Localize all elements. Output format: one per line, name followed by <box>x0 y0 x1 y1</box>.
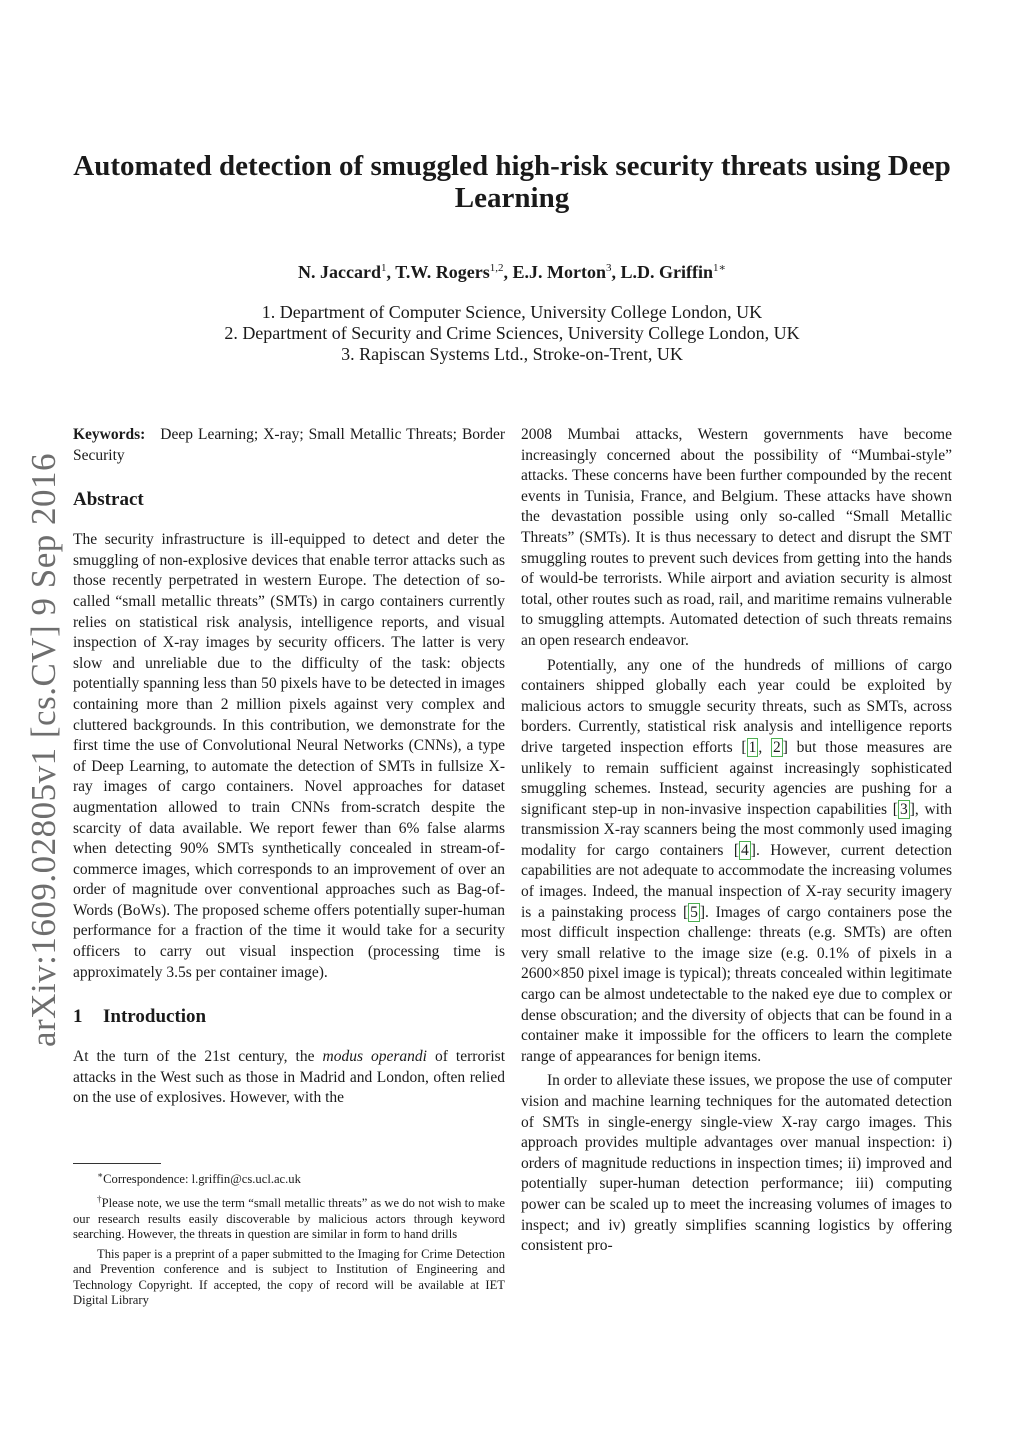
author-affiliation-mark: 1 <box>381 262 387 274</box>
text-run: ] but those measures are unlikely to remain sufficient against increasingly sophisticated smuggling schemes. Instead, security agencies are pushing for a significant step-up in non-invasive inspection capabilities [ <box>521 738 953 818</box>
footnote-text: Correspondence: l.griffin@cs.ucl.ac.uk <box>103 1172 301 1187</box>
citation-link[interactable]: 3 <box>899 800 908 818</box>
intro-paragraph-1 <box>73 1047 505 1109</box>
author-separator: , <box>611 262 621 282</box>
footnote-text: Please note, we use the term “small metallic threats” as we do not wish to make our research results easily discoverable by malicious actors through keyword searching. However, the threats in question are similar in form to hand drills <box>73 1196 506 1241</box>
text-run: ]. However, current detection capabilities are not adequate to accommodate the increasing volumes of images. Indeed, the manual inspection of X-ray security imagery is a painstaking process [ <box>521 841 952 921</box>
intro-paragraph-3: In order to alleviate these issues, we propose the use of computer vision and machine learning techniques for the automated detection of SMTs in single-energy single-view X-ray cargo images. This approach provides multiple advantages over manual inspection: i) orders of magnitude reductions in inspection times; ii) improved and potentially super-human detection performance; iii) computing power can be scaled up to meet the increasing volumes of images to inspect; and iv) greatly simplifies scanning logistics by offering consistent pro- <box>521 1072 952 1255</box>
keywords-text: Deep Learning; X-ray; Small Metallic Threats; Border Security <box>73 426 505 464</box>
citation-link[interactable]: 4 <box>741 841 749 859</box>
section-number: 1 <box>73 1006 83 1028</box>
author-affiliation-mark: 1∗ <box>712 262 726 274</box>
author-separator: , <box>503 262 513 282</box>
footnote-correspondence <box>73 1168 505 1187</box>
text-run: ]. Images of cargo containers pose the most difficult inspection challenge: threats (e.g. SMTs) are often very small relative to the image size (e.g. 0.1% of pixels in a 2600×850 pixel image is typical); threats concealed within legitimate cargo can be almost undetectable to the naked eye due to complex or dense obscuration; and the diversity of objects that can be found in a container make it impossible for the officers to learn the complete range of appearances for benign items. <box>521 903 952 1065</box>
citation-link[interactable]: 5 <box>690 903 698 921</box>
affiliation-line: 1. Department of Computer Science, University College London, UK <box>261 302 763 322</box>
text-run: At the turn of the 21st century, the <box>73 1048 323 1066</box>
affiliation-list <box>60 302 964 365</box>
author-affiliation-mark: 3 <box>605 262 612 274</box>
intro-paragraph-1-continued: 2008 Mumbai attacks, Western governments have become increasingly concerned about the possibility of “Mumbai-style” attacks. These concerns have been further compounded by the recent events in Tunisia, France, and Belgium. These attacks have shown the devastation possible using only so-called “Small Metallic Threats” (SMTs). It is thus necessary to detect and disrupt the SMT smuggling routes to prevent such devices from getting into the hands of would-be terrorists. While airport and aviation security is almost total, other routes such as road, rail, and maritime remains vulnerable to smuggling attempts. Automated detection of such threats remains an open research endeavor. <box>521 426 952 649</box>
author-name: T.W. Rogers <box>395 262 490 282</box>
section-title: Introduction <box>103 1006 207 1028</box>
paper-title: Automated detection of smuggled high-risk security threats using Deep Learning <box>73 150 951 214</box>
keywords-label: Keywords: <box>73 426 146 443</box>
text-run: Potentially, any one of the hundreds of millions of cargo containers shipped globally each year could be exploited by malicious actors to smuggle security threats, such as SMTs, across borders. Currently, statistical risk analysis and intelligence reports drive targeted inspection efforts [ <box>521 656 952 756</box>
right-column <box>521 425 952 1257</box>
left-column <box>73 425 505 1109</box>
footnote-preprint: This paper is a preprint of a paper submitted to the Imaging for Crime Detection and Prevention conference and is subject to Institution of Engineering and Technology Copyright. If accepted, the copy of record will be available at IET Digital Library <box>73 1247 505 1307</box>
abstract-heading: Abstract <box>73 489 144 511</box>
keywords <box>73 425 505 466</box>
affiliation-line: 3. Rapiscan Systems Ltd., Stroke-on-Trent, UK <box>341 344 683 364</box>
introduction-heading <box>73 1005 505 1029</box>
author-separator: , <box>386 262 396 282</box>
author-name: N. Jaccard <box>298 262 382 282</box>
footnote-terminology <box>73 1192 505 1242</box>
abstract-text: The security infrastructure is ill-equipped to detect and deter the smuggling of non-explosive devices that enable terror attacks such as those recently perpetrated in western Europe. The detection of so-called “small metallic threats” (SMTs) in cargo containers currently relies on statistical risk analysis, intelligence reports, and visual inspection of X-ray images by security officers. The latter is very slow and unreliable due to the difficulty of the task: objects potentially spanning less than 50 pixels have to be detected in images containing more than 2 million pixels against very complex and cluttered backgrounds. In this contribution, we demonstrate for the first time the use of Convolutional Neural Networks (CNNs), a type of Deep Learning, to automate the detection of SMTs in fullsize X-ray images of cargo containers. Novel approaches for dataset augmentation allowed to train CNNs from-scratch despite the scarcity of data available. We report fewer than 6% false alarms when detecting 90% SMTs synthetically concealed in stream-of-commerce images, which corresponds to an improvement of over an order of magnitude over conventional approaches such as Bag-of-Words (BoWs). The proposed scheme offers potentially super-human performance for a fraction of the time it would take for a security officers to carry out visual inspection (processing time is approximately 3.5s per container image). <box>73 531 505 981</box>
text-run: , <box>758 738 771 756</box>
intro-paragraph-2 <box>521 656 952 1068</box>
text-run: of terrorist attacks in the West such as those in Madrid and London, often relied on the use of explosives. However, with the <box>73 1048 505 1107</box>
footnote-rule <box>73 1163 161 1164</box>
author-name: E.J. Morton <box>512 262 606 282</box>
footnotes <box>73 1163 505 1308</box>
author-list <box>60 257 964 283</box>
footnote-mark: † <box>97 1194 102 1205</box>
text-run: ], with transmission X-ray scanners being the most commonly used imaging modality for cargo containers [ <box>521 800 952 859</box>
affiliation-line: 2. Department of Security and Crime Sciences, University College London, UK <box>224 323 800 343</box>
emphasis: modus operandi <box>322 1048 427 1066</box>
author-name: L.D. Griffin <box>620 262 713 282</box>
footnote-mark: ∗ <box>97 1170 104 1180</box>
arxiv-identifier-text: arXiv:1609.02805v1 [cs.CV] 9 Sep 2016 <box>24 452 63 1048</box>
citation-link[interactable]: 1 <box>748 738 757 756</box>
author-affiliation-mark: 1,2 <box>489 262 504 274</box>
citation-link[interactable]: 2 <box>772 738 781 756</box>
